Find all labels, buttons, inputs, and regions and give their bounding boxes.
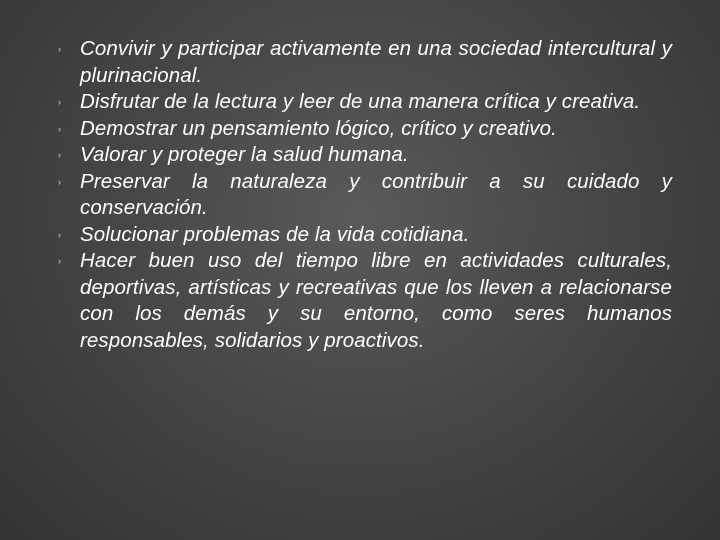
bullet-item [58, 169, 672, 222]
bullet-text: Valorar y proteger la salud humana. [80, 143, 409, 166]
bullet-item [58, 36, 672, 89]
bullet-text: Preservar la naturaleza y contribuir a su cuidado y conservación. [80, 169, 672, 219]
bullet-text: Convivir y participar activamente en una sociedad intercultural y plurinacional. [80, 37, 672, 87]
bullet-icon: › [58, 44, 62, 54]
slide-content [58, 36, 672, 354]
bullet-item [58, 222, 672, 249]
bullet-list [58, 36, 672, 354]
bullet-icon: › [58, 123, 62, 134]
bullet-icon: › [58, 229, 62, 240]
bullet-item [58, 248, 672, 354]
bullet-item [58, 142, 672, 169]
bullet-icon: › [58, 256, 62, 266]
bullet-text: Hacer buen uso del tiempo libre en actividades culturales, deportivas, artísticas y recreativas que los lleven a relacionarse con los demás y su entorno, como seres humanos responsables, solidarios y proactivos. [80, 249, 672, 352]
bullet-icon: › [58, 150, 62, 160]
bullet-icon: › [58, 97, 62, 107]
bullet-text: Disfrutar de la lectura y leer de una manera crítica y creativa. [80, 90, 641, 113]
bullet-text: Demostrar un pensamiento lógico, crítico y creativo. [80, 116, 557, 140]
bullet-icon: › [58, 176, 62, 187]
bullet-item [58, 116, 672, 143]
bullet-text: Solucionar problemas de la vida cotidiana. [80, 222, 470, 246]
bullet-item [58, 89, 672, 116]
